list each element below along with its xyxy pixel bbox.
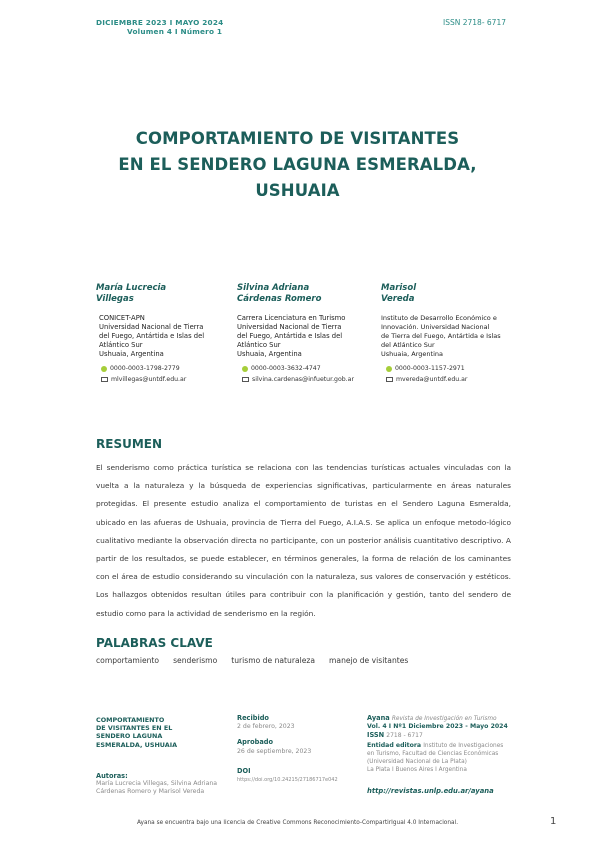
aff-line: Instituto de Desarrollo Económico e — [381, 314, 497, 322]
editor-label: Entidad editora — [367, 741, 422, 749]
keywords-heading: PALABRAS CLAVE — [96, 636, 213, 650]
author-block-1 — [96, 283, 226, 383]
editor-line-2: en Turismo, Facultad de Ciencias Económicas — [367, 750, 499, 757]
orcid-icon — [242, 366, 248, 372]
doi-link[interactable]: https://doi.org/10.24215/27186717e042 — [237, 777, 338, 784]
aff-line: Ushuaia, Argentina — [99, 350, 164, 358]
aff-line: del Fuego, Antártida e Islas del — [237, 332, 343, 340]
page-number: 1 — [550, 816, 557, 827]
title-line-1: COMPORTAMIENTO DE VISITANTES — [135, 129, 460, 148]
author-surname: Cárdenas Romero — [237, 294, 322, 304]
aff-line: Atlántico Sur — [237, 341, 281, 349]
orcid-link[interactable] — [242, 365, 372, 372]
authors-text-line: María Lucrecia Villegas, Silvina Adriana — [96, 780, 218, 788]
journal-issn-line — [367, 731, 537, 740]
title-line-3: USHUAIA — [255, 181, 340, 200]
journal-name: Ayana — [367, 714, 390, 722]
header-issn: ISSN 2718- 6717 — [443, 18, 506, 27]
title-line-2: EN EL SENDERO LAGUNA ESMERALDA, — [118, 155, 477, 174]
keyword: turismo de naturaleza — [231, 656, 316, 665]
aff-line: Universidad Nacional de Tierra — [99, 323, 204, 331]
aff-line: Innovación. Universidad Nacional — [381, 323, 490, 331]
editor-line-1: Instituto de Investigaciones — [423, 742, 504, 749]
footer-authors — [96, 772, 231, 797]
volume-number: Volumen 4 I Número 1 — [127, 27, 223, 36]
author-affiliation — [99, 314, 226, 359]
approved-label: Aprobado — [237, 738, 274, 747]
aff-line: Atlántico Sur — [99, 341, 143, 349]
aff-line: del Fuego, Antártida e Islas del — [99, 332, 205, 340]
aff-line: Ushuaia, Argentina — [381, 350, 443, 358]
short-title-line: DE VISITANTES EN EL — [96, 724, 173, 733]
keyword: manejo de visitantes — [329, 656, 409, 665]
author-surname: Vereda — [381, 294, 415, 304]
author-affiliation — [381, 314, 521, 359]
editor-line-4: La Plata I Buenos Aires I Argentina — [367, 767, 467, 774]
short-title-line: SENDERO LAGUNA — [96, 732, 163, 741]
orcid-id: 0000-0003-1798-2779 — [110, 365, 180, 372]
journal-line — [367, 714, 537, 723]
aff-line: de Tierra del Fuego, Antártida e Islas — [381, 332, 501, 340]
doi-label: DOI — [237, 766, 251, 775]
article-title — [60, 126, 535, 204]
authors-label: Autoras: — [96, 772, 128, 780]
email-link[interactable] — [101, 376, 226, 383]
aff-line: Universidad Nacional de Tierra — [237, 323, 342, 331]
email-link[interactable] — [242, 376, 372, 383]
received-date: 2 de febrero, 2023 — [237, 723, 295, 731]
received-label: Recibido — [237, 714, 269, 722]
aff-line: Ushuaia, Argentina — [237, 350, 302, 358]
short-title-line: ESMERALDA, USHUAIA — [96, 740, 178, 749]
author-block-3 — [381, 283, 521, 383]
abstract-text: El senderismo como práctica turística se relaciona con las tendencias turísticas actuales vinculadas con la vuelta a la naturaleza y la búsqueda de experiencias significativas, particularmente en áreas naturales protegidas. El presente estudio analiza el comportamiento de turistas en el Sendero Laguna Esmeralda, ubicado en las afueras de Ushuaia, provincia de Tierra del Fuego, A.I.A.S. Se aplica un enfoque metodo-lógico cualitativo mediante la observación directa no participante, con un posterior análisis cuantitativo descriptivo. A partir de los resultados, se puede establecer, en términos generales, la forma de relación de los caminantes con el área de estudio considerando su vinculación con la naturaleza, sus valores de conservación y estéticos. Los hallazgos obtenidos resultan útiles para contribuir con la planificación y gestión, tanto del sendero de estudio como para la actividad de senderismo en la región. — [96, 463, 511, 618]
orcid-id: 0000-0003-1157-2971 — [395, 365, 465, 372]
aff-line: del Atlántico Sur — [381, 341, 435, 349]
journal-issn: 2718 - 6717 — [386, 732, 423, 740]
footer-journal — [367, 714, 537, 796]
envelope-icon — [101, 377, 108, 382]
editor-line — [367, 741, 537, 750]
orcid-id: 0000-0003-3632-4747 — [251, 365, 321, 372]
editor-line-3: (Universidad Nacional de La Plata) — [367, 759, 467, 766]
orcid-icon — [386, 366, 392, 372]
short-title-line: COMPORTAMIENTO — [96, 716, 165, 724]
keyword: comportamiento — [96, 656, 160, 665]
footer-dates — [237, 714, 357, 784]
email-address: mvereda@untdf.edu.ar — [396, 376, 468, 383]
author-name: Silvina Adriana — [237, 283, 310, 293]
journal-issn-label: ISSN — [367, 731, 385, 740]
authors-text-line: Cárdenas Romero y Marisol Vereda — [96, 788, 205, 796]
author-block-2 — [237, 283, 372, 383]
orcid-link[interactable] — [101, 365, 226, 372]
email-address: silvina.cardenas@infuetur.gob.ar — [252, 376, 354, 383]
author-name: Marisol — [381, 283, 417, 293]
keyword: senderismo — [173, 656, 218, 665]
author-surname: Villegas — [96, 294, 134, 304]
license-text: Ayana se encuentra bajo una licencia de Creative Commons Reconocimiento-CompartirIgual 4.0 Internacional. — [136, 820, 459, 826]
orcid-link[interactable] — [386, 365, 521, 372]
envelope-icon — [386, 377, 393, 382]
email-link[interactable] — [386, 376, 521, 383]
footer-short-title — [96, 716, 226, 749]
journal-desc: Revista de Investigación en Turismo — [391, 716, 497, 722]
issue-date: DICIEMBRE 2023 I MAYO 2024 — [96, 18, 224, 27]
envelope-icon — [242, 377, 249, 382]
aff-line: Carrera Licenciatura en Turismo — [237, 314, 346, 322]
author-name: María Lucrecia — [96, 283, 167, 293]
approved-date: 26 de septiembre, 2023 — [237, 747, 312, 755]
keywords-list — [96, 656, 408, 665]
aff-line: CONICET-APN — [99, 314, 145, 322]
author-affiliation — [237, 314, 372, 359]
journal-volume: Vol. 4 I Nº1 Diciembre 2023 - Mayo 2024 — [367, 723, 508, 731]
journal-url[interactable]: http://revistas.unlp.edu.ar/ayana — [367, 787, 494, 796]
email-address: mlvillegas@untdf.edu.ar — [111, 376, 187, 383]
abstract-heading: RESUMEN — [96, 437, 163, 451]
orcid-icon — [101, 366, 107, 372]
